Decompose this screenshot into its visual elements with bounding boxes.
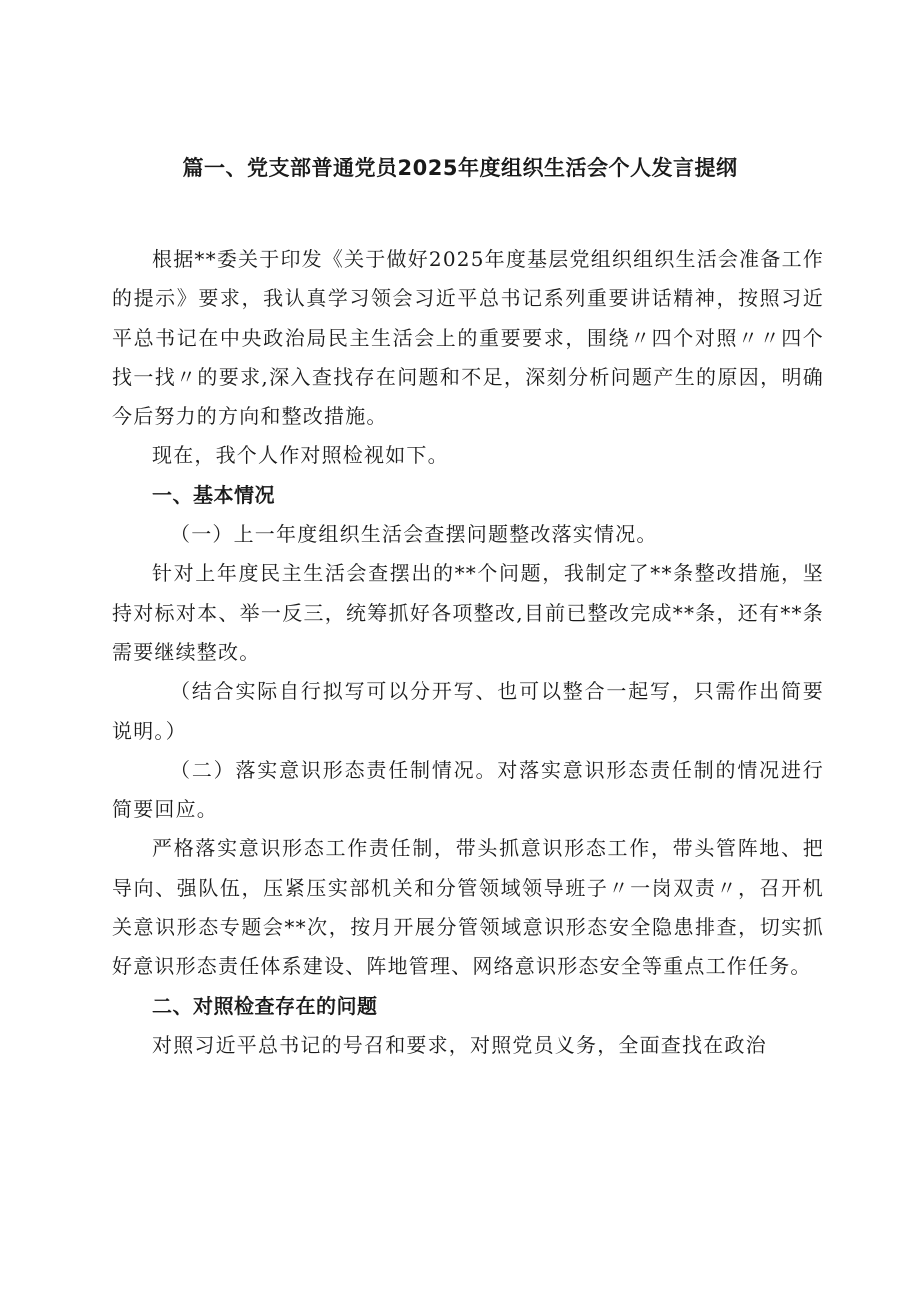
paragraph-self-review: 现在，我个人作对照检视如下。 (152, 443, 449, 468)
subsection-heading-rectification: （一）上一年度组织生活会查摆问题整改落实情况。 (170, 522, 658, 547)
section-heading-basic-situation: 一、基本情况 (152, 482, 275, 507)
paragraph-problems: 对照习近平总书记的号召和要求，对照党员义务，全面查找在政治 (152, 1032, 767, 1057)
section-heading-problems: 二、对照检查存在的问题 (152, 993, 378, 1018)
subsection-heading-ideology: （二）落实意识形态责任制情况。对落实意识形态责任制的情况进行简要回应。 (112, 757, 824, 822)
document-body (112, 240, 824, 1065)
document-title: 篇一、党支部普通党员2025年度组织生活会个人发言提纲 (182, 156, 738, 180)
paragraph-writing-note: （结合实际自行拟写可以分开写、也可以整合一起写，只需作出简要说明。） (112, 679, 824, 743)
paragraph-ideology: 严格落实意识形态工作责任制，带头抓意识形态工作，带头管阵地、把导向、强队伍，压紧压实部机关和分管领域领导班子〃一岗双责〃，召开机关意识形态专题会**次，按月开展分管领域意识形态安全隐患排查，切实抓好意识形态责任体系建设、阵地管理、网络意识形态安全等重点工作任务。 (112, 836, 824, 979)
paragraph-intro: 根据**委关于印发《关于做好2025年度基层党组织组织生活会准备工作的提示》要求，我认真学习领会习近平总书记系列重要讲话精神，按照习近平总书记在中央政治局民主生活会上的重要要求，围绕〃四个对照〃〃四个找一找〃的要求,深入查找存在问题和不足，深刻分析问题产生的原因，明确今后努力的方向和整改措施。 (112, 247, 824, 429)
paragraph-rectification: 针对上年度民主生活会查摆出的**个问题，我制定了**条整改措施，坚持对标对本、举一反三，统筹抓好各项整改,目前已整改完成**条，还有**条需要继续整改。 (112, 561, 824, 664)
